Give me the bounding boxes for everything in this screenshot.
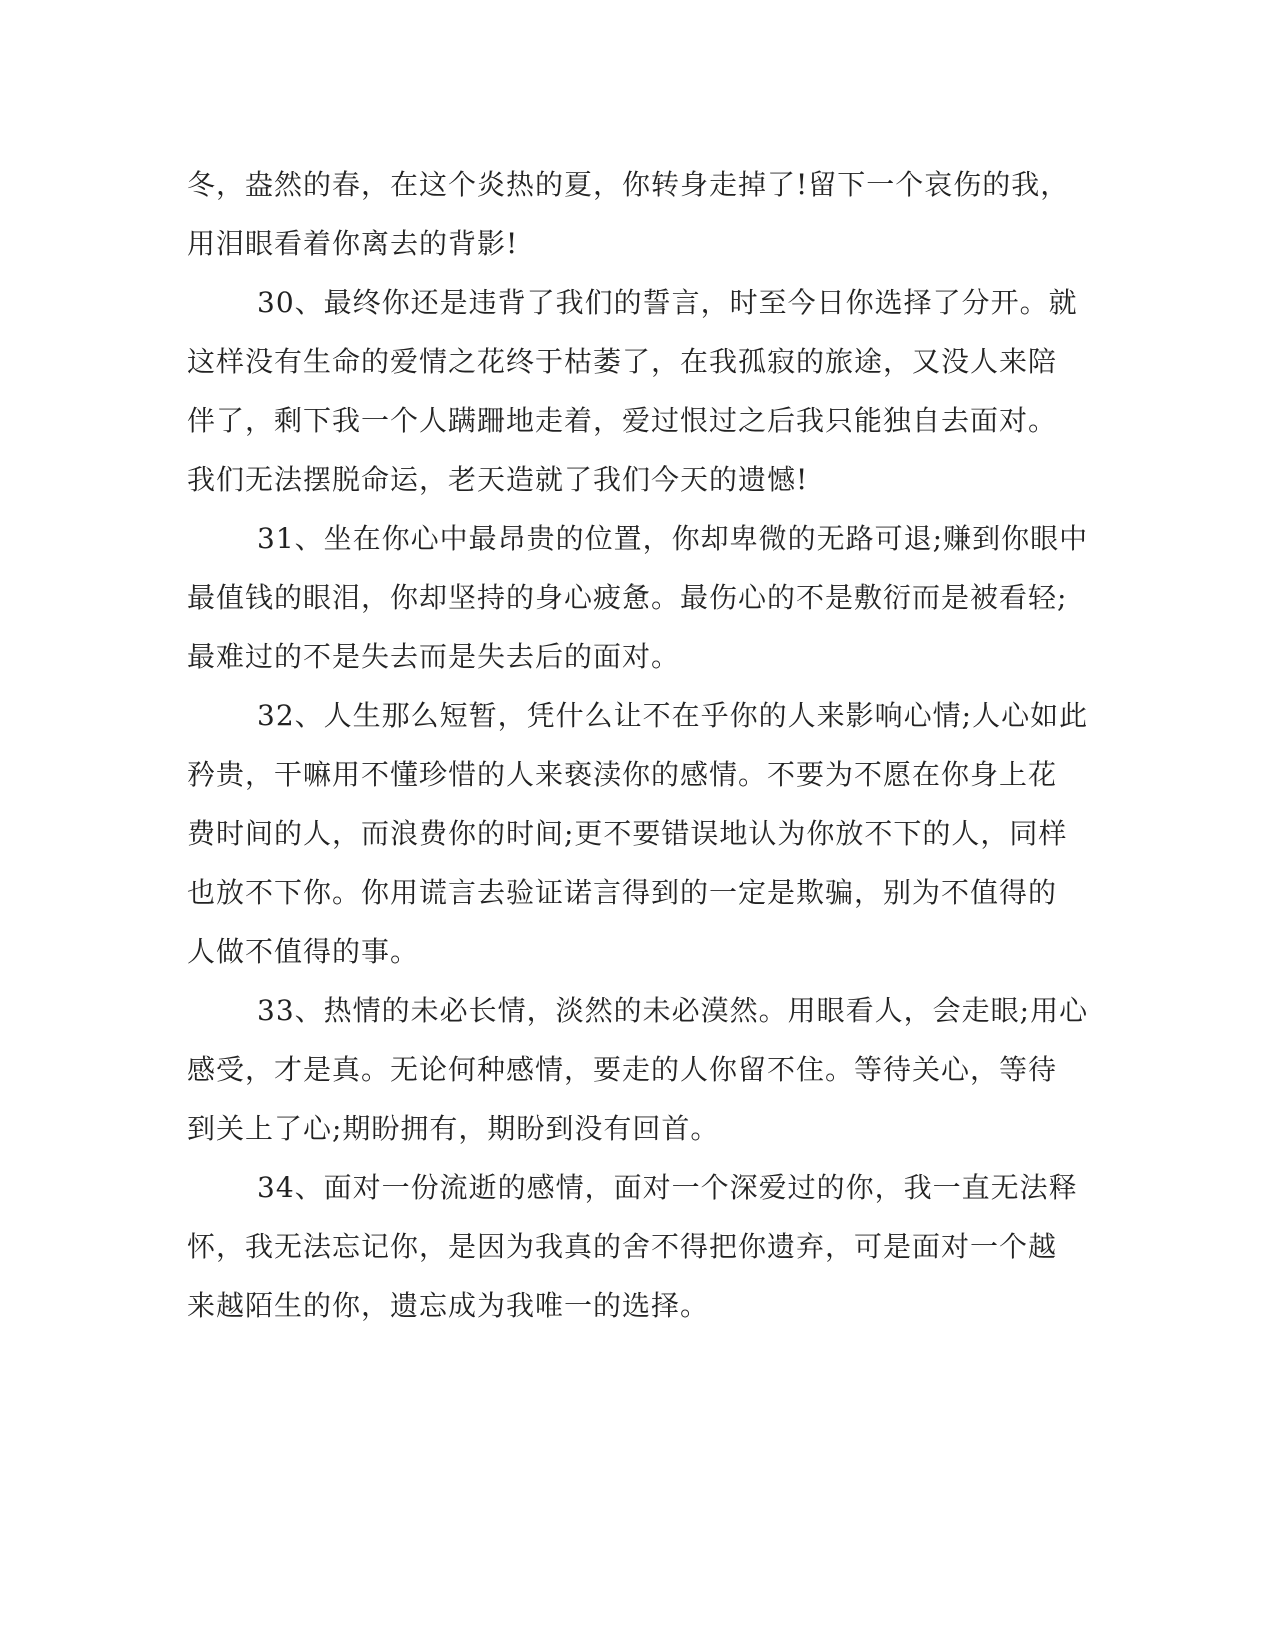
text-line: 最难过的不是失去而是失去后的面对。 (187, 640, 681, 673)
text-line: 伴了，剩下我一个人蹒跚地走着，爱过恨过之后我只能独自去面对。 (187, 404, 1058, 437)
text-line: 我们无法摆脱命运，老天造就了我们今天的遗憾! (187, 463, 809, 496)
paragraph-30-line: 30、最终你还是违背了我们的誓言，时至今日你选择了分开。就 (257, 286, 1078, 319)
text-line: 来越陌生的你，遗忘成为我唯一的选择。 (187, 1289, 710, 1322)
paragraph-31-line: 31、坐在你心中最昂贵的位置，你却卑微的无路可退;赚到你眼中 (257, 522, 1089, 555)
text-line: 用泪眼看着你离去的背影! (187, 227, 519, 260)
text-line: 感受，才是真。无论何种感情，要走的人你留不住。等待关心，等待 (187, 1053, 1058, 1086)
text-line: 最值钱的眼泪，你却坚持的身心疲惫。最伤心的不是敷衍而是被看轻; (187, 581, 1068, 614)
text-line: 费时间的人，而浪费你的时间;更不要错误地认为你放不下的人，同样 (187, 817, 1068, 850)
paragraph-32-line: 32、人生那么短暂，凭什么让不在乎你的人来影响心情;人心如此 (257, 699, 1089, 732)
text-line: 也放不下你。你用谎言去验证诺言得到的一定是欺骗，别为不值得的 (187, 876, 1058, 909)
text-line: 到关上了心;期盼拥有，期盼到没有回首。 (187, 1112, 720, 1145)
paragraph-33-line: 33、热情的未必长情，淡然的未必漠然。用眼看人，会走眼;用心 (257, 994, 1089, 1027)
text-line: 矜贵，干嘛用不懂珍惜的人来亵渎你的感情。不要为不愿在你身上花 (187, 758, 1058, 791)
text-line: 怀，我无法忘记你，是因为我真的舍不得把你遗弃，可是面对一个越 (187, 1230, 1058, 1263)
text-line: 冬，盎然的春，在这个炎热的夏，你转身走掉了!留下一个哀伤的我， (187, 168, 1070, 201)
text-line: 这样没有生命的爱情之花终于枯萎了，在我孤寂的旅途，又没人来陪 (187, 345, 1058, 378)
text-line: 人做不值得的事。 (187, 935, 420, 968)
paragraph-34-line: 34、面对一份流逝的感情，面对一个深爱过的你，我一直无法释 (257, 1171, 1078, 1204)
